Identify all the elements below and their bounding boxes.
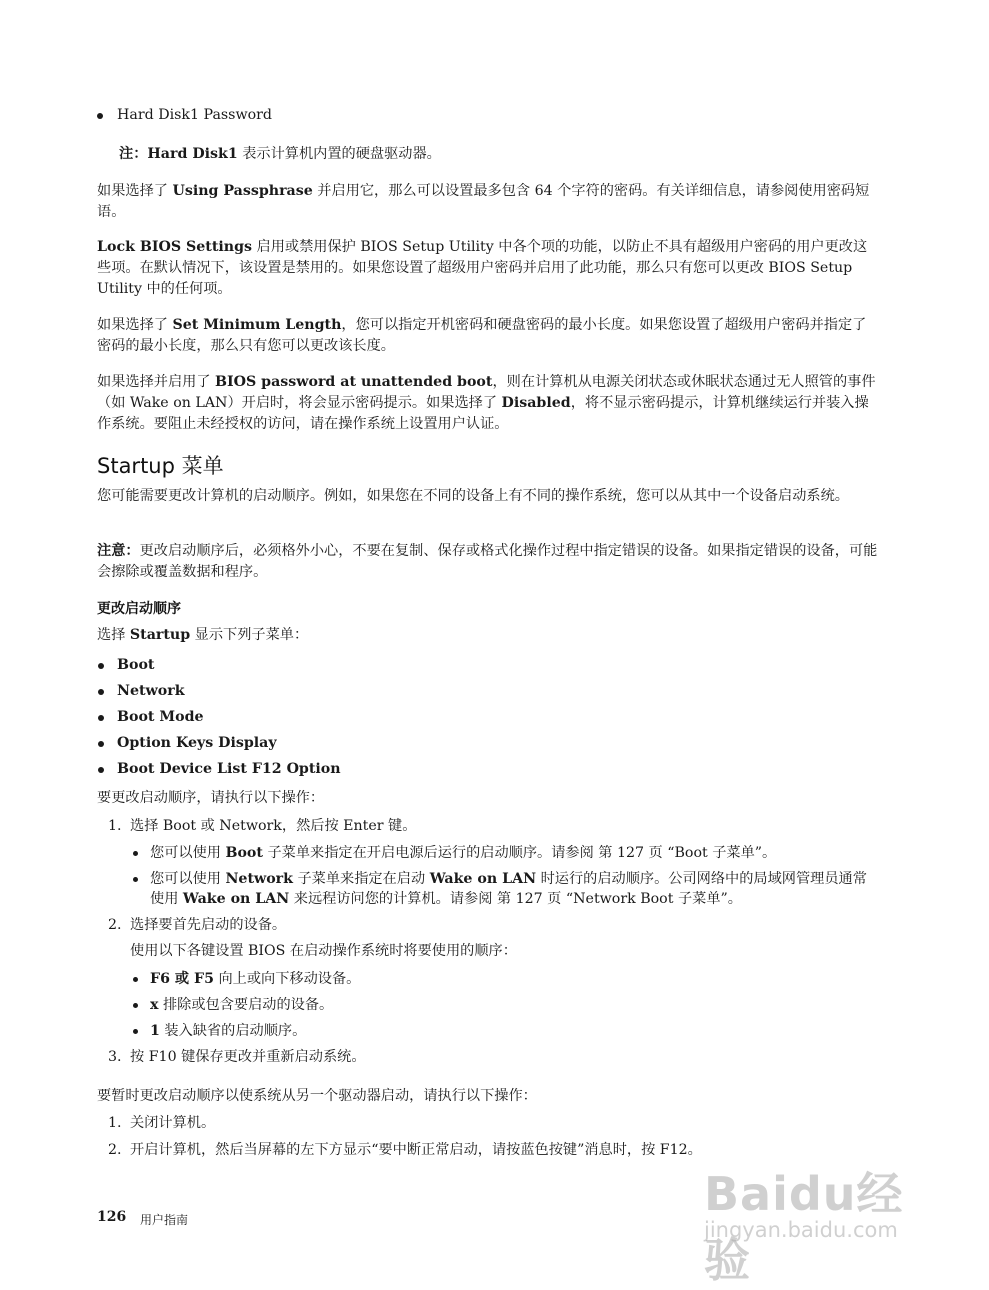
paragraph-passphrase (97, 181, 879, 223)
text: ，则在计算机从电源关闭状态或休眠状态通过无人照管的事件（如 Wake on LAN）开启时，将会显示密码提示。如果选择了 (97, 374, 876, 411)
note-text: 更改启动顺序后，必须格外小心，不要在复制、保存或格式化操作过程中指定错误的设备。如果指定错误的设备，可能会擦除或覆盖数据和程序。 (97, 543, 878, 580)
section-heading-startup: Startup 菜单 (97, 454, 224, 478)
text: 选择 (97, 627, 130, 643)
paragraph-change-intro: 要更改启动顺序，请执行以下操作： (97, 790, 325, 806)
step-3-text: 按 F10 键保存更改并重新启动系统。 (130, 1049, 366, 1065)
watermark-logo: Baidu经验 (704, 1167, 904, 1287)
text: 启用或禁用保护 BIOS Setup Utility 中各个项的功能，以防止不具有超级用户密码的用户更改这些项。在默认情况下，该设置是禁用的。如果您设置了超级用户密码并启用了此功能，那么只有您可以更改 BIOS Setup Utility 中的任何项。 (97, 239, 868, 297)
key-term: Wake on LAN (429, 871, 537, 887)
key-term: Startup (129, 627, 191, 643)
text: 您可以使用 (150, 871, 226, 887)
text: 向上或向下移动设备。 (213, 971, 361, 987)
key-term: Network (225, 871, 293, 887)
bullet-icon (98, 715, 104, 721)
key-1 (150, 1021, 880, 1041)
bullet-icon (133, 1029, 138, 1034)
step-number: 2. (108, 917, 122, 933)
step-number: 2. (108, 1142, 122, 1158)
text: 时运行的启动顺序。公司网络中的局域网管理员通常使用 (150, 871, 867, 907)
key-f6-f5 (150, 969, 880, 989)
step-number: 1. (108, 818, 122, 834)
bullet-icon (98, 663, 104, 669)
temp-step-2-text: 开启计算机，然后当屏幕的左下方显示“要中断正常启动，请按蓝色按键”消息时，按 F12。 (130, 1142, 702, 1158)
text: 装入缺省的启动顺序。 (159, 1023, 307, 1039)
list-item-hard-disk1: Hard Disk1 Password (117, 107, 273, 123)
note-text: 表示计算机内置的硬盘驱动器。 (237, 146, 441, 162)
bullet-icon (133, 877, 138, 882)
text: 并启用它，那么可以设置最多包含 64 个字符的密码。有关详细信息，请参阅使用密码短语。 (97, 183, 870, 220)
note-key: Hard Disk1 (147, 146, 238, 162)
step-1-text: 选择 Boot 或 Network，然后按 Enter 键。 (130, 818, 417, 834)
text: 如果选择了 (97, 317, 173, 333)
key-term: 1 (150, 1023, 160, 1039)
baidu-watermark (692, 1140, 942, 1287)
step-2-description: 使用以下各键设置 BIOS 在启动操作系统时将要使用的顺序： (130, 943, 517, 959)
key-term: Set Minimum Length (172, 317, 342, 333)
bullet-icon (133, 851, 138, 856)
note-label: 注意： (97, 543, 140, 559)
text: ，将不显示密码提示，计算机继续运行并装入操作系统。要阻止未经授权的访问，请在操作系统上设置用户认证。 (97, 395, 869, 432)
text: 子菜单来指定在启动 (292, 871, 430, 887)
submenu-item-boot-mode: Boot Mode (117, 709, 204, 725)
bullet-icon (98, 767, 104, 773)
text: ，您可以指定开机密码和硬盘密码的最小长度。如果您设置了超级用户密码并指定了密码的最小长度，那么只有您可以更改该长度。 (97, 317, 867, 354)
footer-title: 用户指南 (140, 1213, 189, 1227)
text: 如果选择了 (97, 183, 173, 199)
key-term: Using Passphrase (172, 183, 313, 199)
note-hard-disk1 (119, 144, 901, 165)
text: 您可以使用 (150, 845, 226, 861)
page-number: 126 (97, 1209, 127, 1225)
temp-step-1-text: 关闭计算机。 (130, 1115, 216, 1131)
paragraph-min-length (97, 315, 879, 357)
step-1-bullet-boot (150, 843, 880, 863)
submenu-item-boot: Boot (117, 657, 155, 673)
submenu-item-boot-device-list: Boot Device List F12 Option (117, 761, 341, 777)
paragraph-startup-intro: 您可能需要更改计算机的启动顺序。例如，如果您在不同的设备上有不同的操作系统，您可以从其中一个设备启动系统。 (97, 488, 849, 504)
bullet-icon (133, 1003, 138, 1008)
key-term: Wake on LAN (182, 891, 290, 907)
text: 显示下列子菜单： (190, 627, 309, 643)
submenu-item-network: Network (117, 683, 185, 699)
step-1-bullet-network (150, 869, 880, 909)
text: 来远程访问您的计算机。请参阅 第 127 页 “Network Boot 子菜单”。 (289, 891, 742, 907)
step-number: 3. (108, 1049, 122, 1065)
text: 如果选择并启用了 (97, 374, 216, 390)
step-number: 1. (108, 1115, 122, 1131)
paragraph-unattended-boot (97, 372, 879, 435)
note-startup (97, 541, 879, 583)
key-term: BIOS password at unattended boot (215, 374, 493, 390)
submenu-item-option-keys-display: Option Keys Display (117, 735, 277, 751)
paragraph-select-startup (97, 625, 879, 646)
key-x (150, 995, 880, 1015)
subheading-change-boot-order: 更改启动顺序 (97, 601, 181, 617)
bullet-icon (97, 113, 103, 119)
text: 排除或包含要启动的设备。 (158, 997, 334, 1013)
paragraph-temp-intro: 要暂时更改启动顺序以使系统从另一个驱动器启动，请执行以下操作： (97, 1088, 537, 1104)
bullet-icon (133, 977, 138, 982)
key-term: Boot (225, 845, 263, 861)
watermark-url: jingyan.baidu.com (704, 1218, 898, 1242)
note-label: 注： (119, 146, 148, 162)
key-term: Lock BIOS Settings (97, 239, 253, 255)
key-term: F6 或 F5 (150, 971, 214, 987)
bullet-icon (98, 741, 104, 747)
key-term: Disabled (501, 395, 571, 411)
text: 子菜单来指定在开启电源后运行的启动顺序。请参阅 第 127 页 “Boot 子菜单”。 (262, 845, 777, 861)
step-2-text: 选择要首先启动的设备。 (130, 917, 287, 933)
paragraph-lock-bios (97, 237, 879, 300)
bullet-icon (98, 689, 104, 695)
key-term: x (150, 997, 159, 1013)
